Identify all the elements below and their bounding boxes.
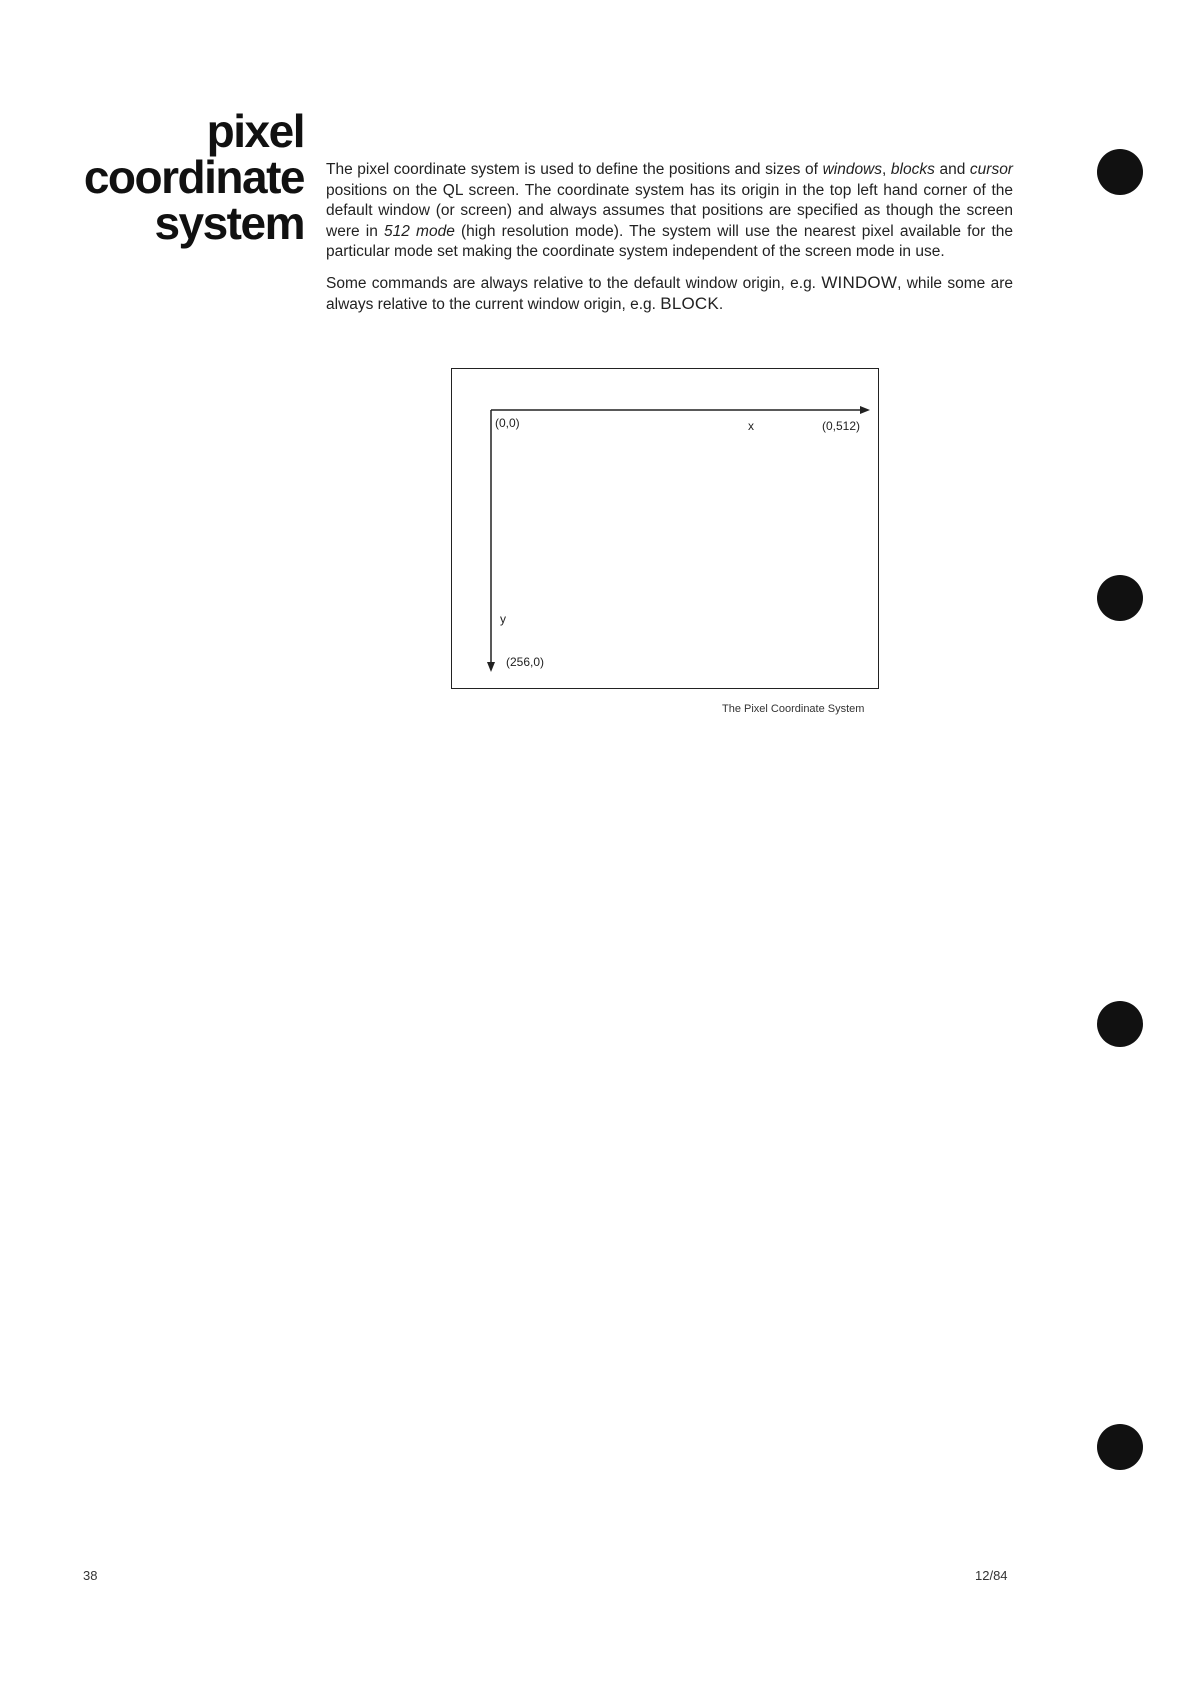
para1-text-1: The pixel coordinate system is used to define the positions and sizes of: [326, 161, 823, 178]
para1-text-2: ,: [882, 161, 891, 178]
heading-line-1: pixel: [206, 105, 304, 157]
y-end-label: (256,0): [506, 655, 545, 669]
para1-italic-windows: windows: [822, 161, 883, 178]
para1-text-4: positions on the QL screen. The coordinate system has its origin in the top left hand corner of the default window (or screen) and always assumes that positions are specified as though the screen were in: [326, 181, 1013, 240]
page-heading: [83, 105, 304, 249]
x-end-label: (0,512): [822, 419, 861, 433]
heading-line-3: system: [154, 197, 304, 249]
para1-text-3: and: [934, 161, 970, 178]
x-axis-label: x: [748, 419, 754, 433]
para1-italic-blocks: blocks: [890, 161, 935, 178]
footer-date: 12/84: [975, 1568, 1008, 1583]
origin-label: (0,0): [495, 416, 520, 430]
para1-text-5: (high resolution mode). The system will use the nearest pixel available for the particular mode set making the coordinate system independent of the screen mode in use.: [326, 222, 1013, 260]
binder-hole-1: [1097, 149, 1143, 195]
diagram-caption: The Pixel Coordinate System: [722, 703, 865, 715]
x-axis-arrowhead: [860, 406, 870, 414]
heading-line-2: coordinate: [83, 151, 304, 203]
coordinate-diagram: [451, 368, 879, 689]
binder-hole-4: [1097, 1424, 1143, 1470]
body-text: [326, 160, 1013, 326]
para2-text-3: .: [718, 296, 724, 313]
binder-hole-3: [1097, 1001, 1143, 1047]
para1-italic-512-mode: 512 mode: [384, 222, 455, 240]
para2-text-1: Some commands are always relative to the default window origin, e.g.: [326, 274, 822, 292]
para2-text-2: , while some are always relative to the current window origin, e.g.: [326, 274, 1013, 313]
y-axis-arrowhead: [487, 662, 495, 672]
keyword-block: BLOCK: [660, 294, 719, 313]
paragraph-2: [326, 273, 1013, 316]
y-axis-label: y: [500, 612, 506, 626]
paragraph-1: [326, 160, 1013, 263]
keyword-window: WINDOW: [821, 272, 898, 292]
para1-italic-cursor: cursor: [969, 161, 1013, 178]
binder-hole-2: [1097, 575, 1143, 621]
page-number: 38: [83, 1568, 98, 1583]
